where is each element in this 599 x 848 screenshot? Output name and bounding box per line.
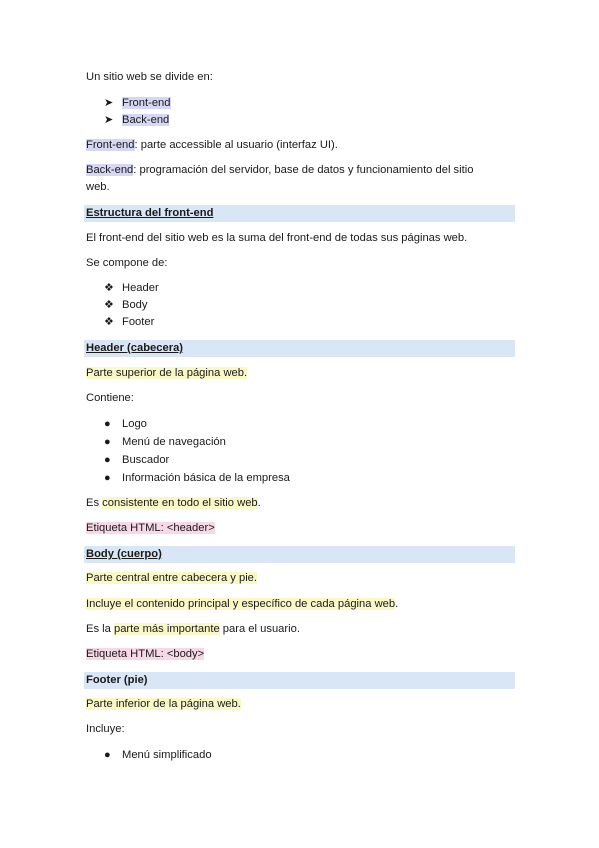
list-item: Buscador (122, 454, 170, 466)
list-item: Body (122, 299, 148, 311)
list-item: Logo (122, 418, 147, 430)
paragraph: Es la parte más importante para el usuario. (86, 623, 300, 635)
section-heading-body: Body (cuerpo) (86, 548, 162, 560)
frontend-definition: Front-end: parte accessible al usuario (interfaz UI). (86, 139, 338, 151)
dot-bullet-icon: ● (104, 436, 111, 448)
section-heading-header: Header (cabecera) (86, 342, 184, 354)
arrow-bullet-icon: ➤ (104, 114, 114, 126)
dot-bullet-icon: ● (104, 472, 111, 484)
backend-definition-cont: web. (86, 181, 110, 193)
diamond-bullet-icon: ❖ (104, 299, 114, 311)
frontend-term: Front-end (86, 139, 135, 151)
backend-definition: Back-end: programación del servidor, base de datos y funcionamiento del sitio (86, 164, 474, 176)
list-item: Menú simplificado (122, 749, 212, 761)
html-tag-note: Etiqueta HTML: <header> (86, 522, 215, 534)
list-item: Menú de navegación (122, 436, 226, 448)
section-band (84, 672, 515, 689)
list-item: Footer (122, 316, 155, 328)
dot-bullet-icon: ● (104, 418, 111, 430)
list-item: Información básica de la empresa (122, 472, 290, 484)
paragraph: Incluye el contenido principal y específico de cada página web. (86, 598, 399, 610)
arrow-bullet-icon: ➤ (104, 97, 114, 109)
section-heading-estructura: Estructura del front-end (86, 207, 214, 219)
paragraph: Contiene: (86, 392, 134, 404)
diamond-bullet-icon: ❖ (104, 282, 114, 294)
backend-term: Back-end (86, 164, 134, 176)
dot-bullet-icon: ● (104, 749, 111, 761)
list-item: Front-end (122, 97, 171, 109)
paragraph: Parte superior de la página web. (86, 367, 248, 379)
paragraph: Es consistente en todo el sitio web. (86, 497, 261, 509)
diamond-bullet-icon: ❖ (104, 316, 114, 328)
paragraph: Incluye: (86, 723, 125, 735)
paragraph: Parte central entre cabecera y pie. (86, 572, 258, 584)
paragraph: Se compone de: (86, 257, 168, 269)
html-tag-note: Etiqueta HTML: <body> (86, 648, 205, 660)
paragraph: El front-end del sitio web es la suma del front-end de todas sus páginas web. (86, 232, 468, 244)
dot-bullet-icon: ● (104, 454, 111, 466)
list-item: Header (122, 282, 159, 294)
section-heading-footer: Footer (pie) (86, 674, 148, 686)
list-item: Back-end (122, 114, 170, 126)
paragraph: Parte inferior de la página web. (86, 698, 241, 710)
intro-text: Un sitio web se divide en: (86, 71, 213, 83)
